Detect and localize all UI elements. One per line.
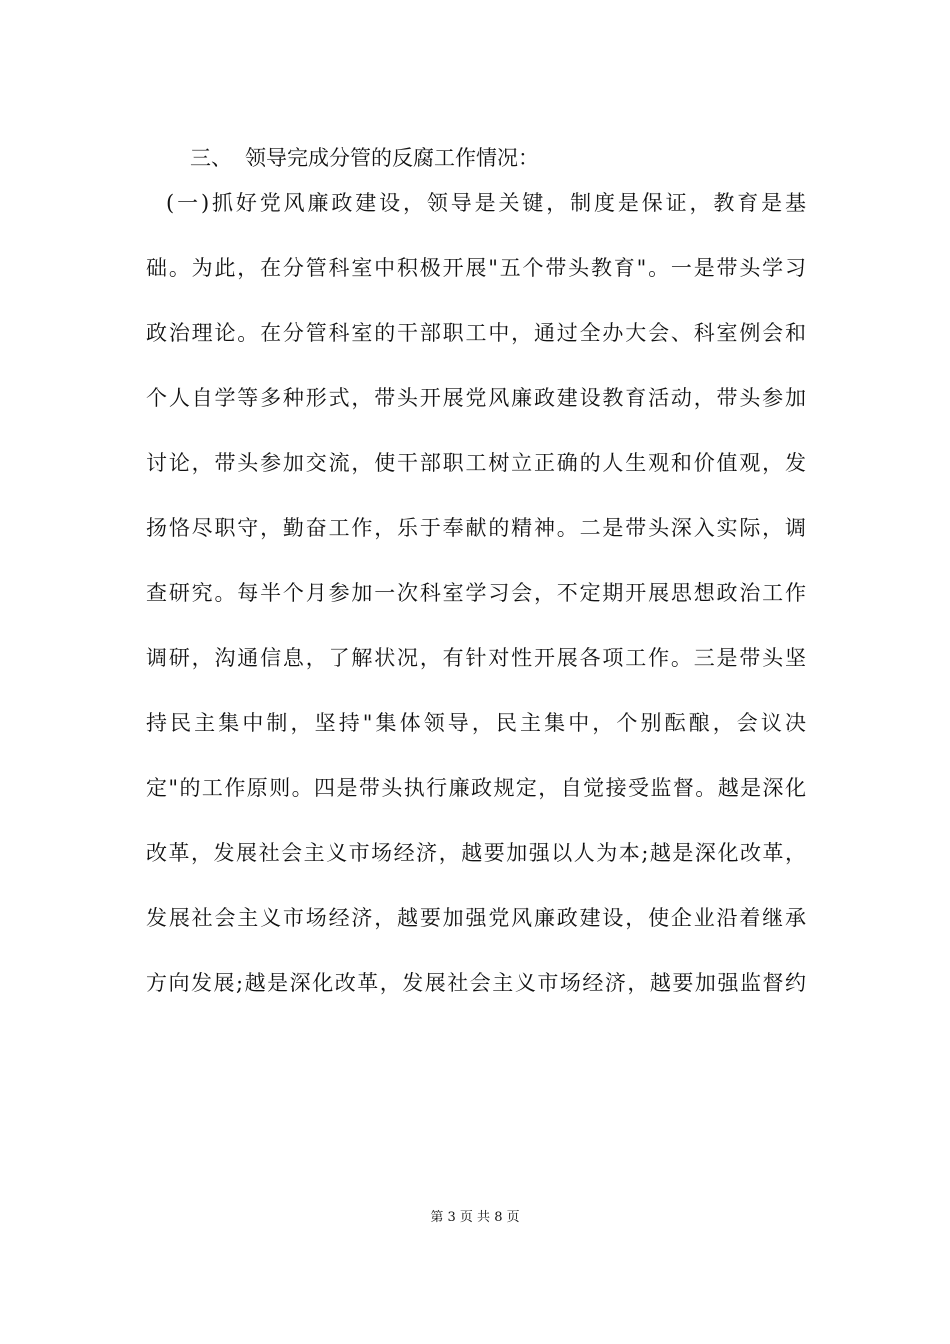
text-line: 扬恪尽职守，勤奋工作，乐于奉献的精神。二是带头深入实际，调 [146,516,806,540]
text-line: (一)抓好党风廉政建设，领导是关键，制度是保证，教育是基 [166,191,806,215]
text-line: 个人自学等多种形式，带头开展党风廉政建设教育活动，带头参加 [146,386,806,410]
page-footer: 第 3 页 共 8 页 [430,1210,520,1225]
body-paragraph [146,183,806,1028]
text-line: 持民主集中制，坚持"集体领导，民主集中，个别酝酿，会议决 [146,711,806,735]
text-line: 础。为此，在分管科室中积极开展"五个带头教育"。一是带头学习 [146,256,806,280]
text-line: 发展社会主义市场经济，越要加强党风廉政建设，使企业沿着继承 [146,906,806,930]
text-line: 定"的工作原则。四是带头执行廉政规定，自觉接受监督。越是深化 [146,776,806,800]
text-line: 方向发展;越是深化改革，发展社会主义市场经济，越要加强监督约 [146,971,806,995]
text-line: 调研，沟通信息，了解状况，有针对性开展各项工作。三是带头坚 [146,646,806,670]
section-title: 领导完成分管的反腐工作情况： [245,146,539,170]
text-line: 政治理论。在分管科室的干部职工中，通过全办大会、科室例会和 [146,321,806,345]
text-line: 改革，发展社会主义市场经济，越要加强以人为本;越是深化改革， [146,841,806,865]
section-number: 三、 [190,146,232,170]
section-heading [190,138,539,178]
text-line: 讨论，带头参加交流，使干部职工树立正确的人生观和价值观，发 [146,451,806,475]
text-line: 查研究。每半个月参加一次科室学习会，不定期开展思想政治工作 [146,581,806,605]
